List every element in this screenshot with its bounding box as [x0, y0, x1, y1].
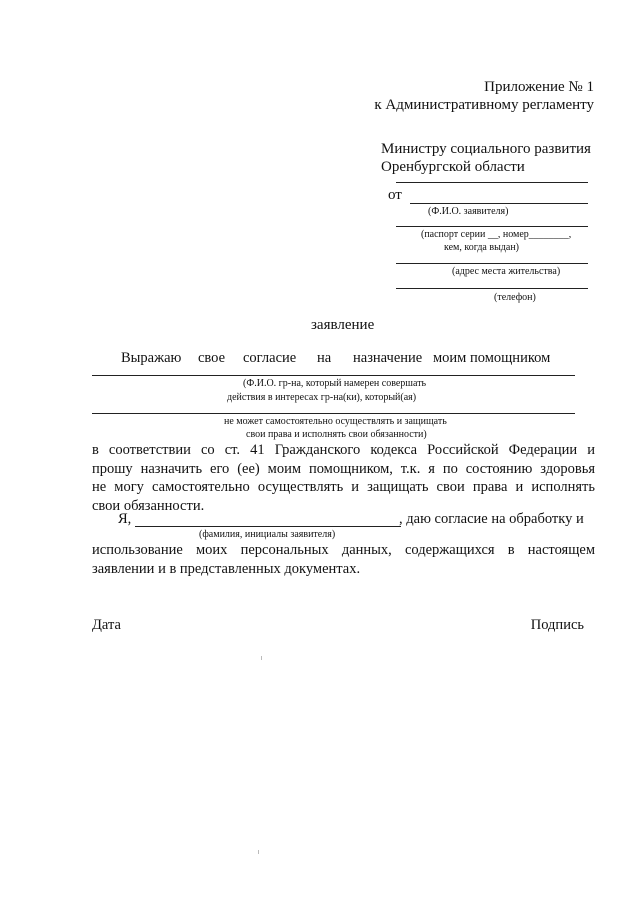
paragraph-line-4: свои обязанности. — [92, 497, 205, 514]
document-title: заявление — [311, 317, 375, 333]
consent-processing: , даю согласие на обработку и — [399, 511, 584, 527]
scan-speck — [258, 850, 259, 854]
phone-caption: (телефон) — [494, 292, 536, 303]
applicant-fio-line[interactable] — [410, 203, 588, 204]
signature-label: Подпись — [530, 617, 584, 633]
assistant-caption-1: (Ф.И.О. гр-на, который намерен совершать — [243, 378, 427, 389]
passport-caption-1: (паспорт серии __, номер________, — [421, 229, 572, 240]
consent-word-2: свое — [198, 350, 226, 366]
blank-line-top — [396, 182, 588, 183]
applicant-name-line[interactable] — [135, 526, 401, 527]
address-line[interactable] — [396, 263, 588, 264]
from-label: от — [388, 187, 402, 203]
paragraph-line-1: в соответствии со ст. 41 Гражданского кодекса Российской Федерации и — [92, 442, 595, 458]
personal-data-line-2: заявлении и в представленных документах. — [92, 560, 361, 577]
personal-data-line-1: использование моих персональных данных, содержащихся в настоящем — [92, 542, 595, 558]
consent-word-5: назначение — [353, 350, 423, 366]
applicant-name-caption: (фамилия, инициалы заявителя) — [199, 529, 336, 540]
ward-caption-1: не может самостоятельно осуществлять и защищать — [224, 416, 447, 427]
address-caption: (адрес места жительства) — [452, 266, 561, 277]
date-label: Дата — [92, 617, 121, 633]
consent-word-4: на — [317, 350, 332, 366]
paragraph-line-3: не могу самостоятельно осуществлять и защищать свои права и исполнять — [92, 479, 595, 495]
addressee-line2: Оренбургской области — [381, 159, 525, 175]
assistant-caption-2: действия в интересах гр-на(ки), который(ая) — [227, 392, 417, 403]
scan-speck — [261, 656, 262, 660]
appendix-regulation: к Административному регламенту — [374, 97, 594, 113]
ward-caption-2: свои права и исполнять свои обязанности) — [246, 429, 427, 440]
i-label: Я, — [118, 511, 132, 527]
consent-word-6: моим помощником — [433, 350, 551, 366]
paragraph-line-2: прошу назначить его (ее) моим помощником, т.к. я по состоянию здоровья — [92, 460, 595, 477]
applicant-fio-caption: (Ф.И.О. заявителя) — [428, 206, 509, 217]
phone-line[interactable] — [396, 288, 588, 289]
addressee-line1: Министру социального развития — [381, 141, 591, 157]
ward-fio-line[interactable] — [92, 413, 575, 414]
consent-word-1: Выражаю — [121, 350, 182, 366]
appendix-number: Приложение № 1 — [484, 79, 594, 95]
assistant-fio-line[interactable] — [92, 375, 575, 376]
consent-word-3: согласие — [243, 350, 297, 366]
passport-caption-2: кем, когда выдан) — [444, 242, 520, 253]
passport-line[interactable] — [396, 226, 588, 227]
